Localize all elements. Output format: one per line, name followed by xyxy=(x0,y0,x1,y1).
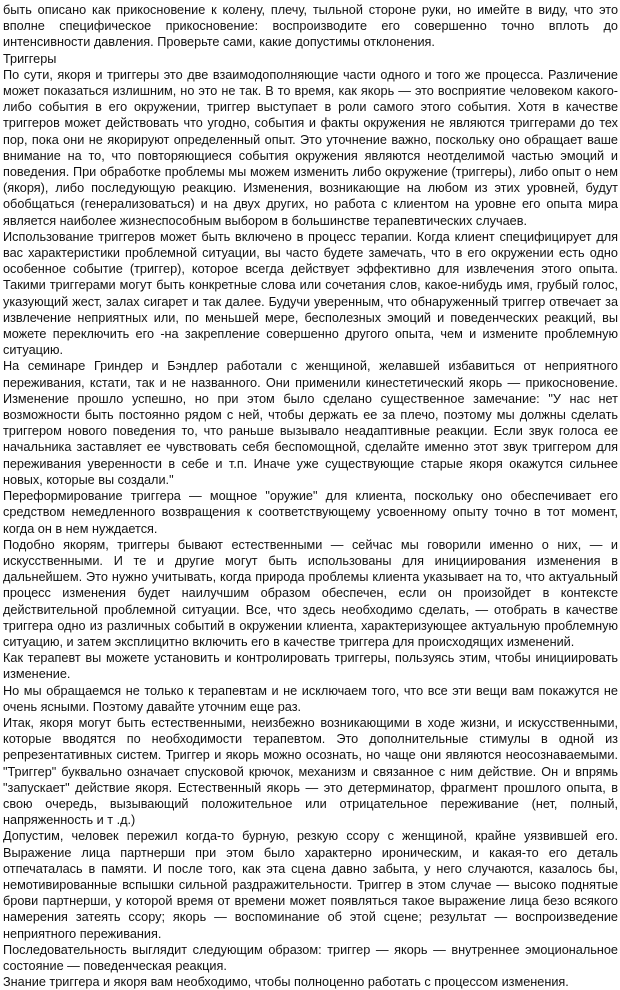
paragraph-conclusion: Знание триггера и якоря вам необходимо, чтобы полноценно работать с процессом изменения. xyxy=(3,975,569,990)
paragraph-anchors-and-triggers: По сути, якоря и триггеры это две взаимодополняющие части одного и того же процесса. Различение может показаться излишним, но это не так. В то время, как якорь — это восприятие человеком какого-либо события в его окружении, триггер выступает в роли самого этого события. Хотя в качестве триггеров может действовать что угодно, события и факты окружения не являются триггерами до тех пор, пока они не якорируют определенный опыт. Это уточнение важно, поскольку оно обращает ваше внимание на то, что повторяющиеся события окружения являются неотделимой частью эмоций и поведения. При обработке проблемы мы можем изменить либо окружение (триггеры), либо опыт о нем (якоря), либо последующую реакцию. Изменения, возникающие на любом из этих уровней, будут обобщаться (генерализоваться) и на двух других, но работа с клиентом на уровне его опыта мира является наиболее жизнеспособным выбором в большинстве терапевтических случаев. xyxy=(3,67,618,228)
paragraph-trigger-reframing: Переформирование триггера — мощное "оружие" для клиента, поскольку оно обеспечивает его средством немедленного возвращения к соответствующему усвоенному опыту точно в тот момент, когда он в нем нуждается. xyxy=(3,489,618,536)
paragraph-quarrel-example: Допустим, человек пережил когда-то бурную, резкую ссору с женщиной, крайне уязвившей его. Выражение лица партнерши при этом было характерно ироническим, и какая-то его деталь отпечаталась в памяти. И после того, как эта сцена давно забыта, у него случаются, казалось бы, немотивированные вспышки сильной раздражительности. Триггер в этом случае — высоко поднятые брови партнерши, у которой время от времени может появляться такое выражение лица безо всякого намерения затеять ссору; якорь — воспоминание об этой сцене; результат — воспроизведение неприятного переживания. xyxy=(3,829,618,941)
section-heading-triggers: Триггеры xyxy=(3,51,57,66)
paragraph-sequence: Последовательность выглядит следующим образом: триггер — якорь — внутреннее эмоциональное состояние — поведенческая реакция. xyxy=(3,942,618,973)
paragraph-triggers-in-therapy: Использование триггеров может быть включено в процесс терапии. Когда клиент специфицирует для вас характеристики проблемной ситуации, вы часто будете замечать, что в его окружении есть одно особенное событие (триггер), которое всегда действует эффективно для извлечения этого опыта. Такими триггерами могут быть конкретные слова или сочетания слов, какое-нибудь имя, грубый голос, указующий жест, залах сигарет и так далее. Будучи уверенным, что обнаруженный триггер отвечает за извлечение неприятных или, по меньшей мере, бесполезных эмоций и поведенческих реакций, вы можете переключить его -на закрепление совершенно другого опыта, чем и измените проблемную ситуацию. xyxy=(3,229,618,358)
paragraph-anchor-definition: Итак, якоря могут быть естественными, неизбежно возникающими в ходе жизни, и искусственными, которые вводятся по необходимости терапевтом. Это дополнительные стимулы в одной из репрезентативных систем. Триггер и якорь можно осознать, но чаще они являются неосознаваемыми. "Триггер" буквально означает спусковой крючок, механизм и связанное с ним действие. Он и впрямь "запускает" действие якоря. Естественный якорь — это детерминатор, фрагмент прошлого опыта, в свою очередь, вызывающий положительное или отрицательное переживание (нет, полный, напряженность и т .д.) xyxy=(3,715,618,828)
paragraph-grinder-bandler-seminar: На семинаре Гриндер и Бэндлер работали с женщиной, желавшей избавиться от неприятного переживания, кстати, так и не названного. Они применили кинестетический якорь — прикосновение. Изменение прошло успешно, но при этом было сделано существенное замечание: "У нас нет возможности быть постоянно рядом с ней, чтобы держать ее за плечо, поэтому мы должны сделать триггером нового поведения то, что раньше вызывало неадаптивные реакции. Если звук голоса ее начальника заставляет ее чувствовать себя беспомощной, сделайте именно этот звук триггером для переживания уверенности в себе и т.п. Иначе уже существующие старые якоря окажутся сильнее новых, которые вы создали." xyxy=(3,359,618,487)
paragraph-anchor-touch-intro: быть описано как прикосновение к колену, плечу, тыльной стороне руки, но имейте в виду, что это вполне специфическое прикосновение: воспроизводите его совершенно точно вплоть до интенсивности давления. Проверьте сами, какие допустимы отклонения. xyxy=(3,3,618,50)
paragraph-clarification: Но мы обращаемся не только к терапевтам и не исключаем того, что все эти вещи вам покажутся не очень ясными. Поэтому давайте уточним еще раз. xyxy=(3,683,618,714)
paragraph-natural-artificial-triggers: Подобно якорям, триггеры бывают естественными — сейчас мы говорили именно о них, — и искусственными. И те и другие могут быть использованы для инициирования изменения в дальнейшем. Это нужно учитывать, когда природа проблемы клиента указывает на то, что актуальный процесс изменения будет наилучшим образом обеспечен, если он произойдет в контексте действительной проблемной ситуации. Все, что здесь необходимо сделать, — отобрать в качестве триггера одно из различных событий в окружении клиента, характеризующее актуальную проблемную ситуацию, и затем эксплицитно включить его в качестве триггера для происходящих изменений. xyxy=(3,537,618,649)
paragraph-therapist-control: Как терапевт вы можете установить и контролировать триггеры, пользуясь этим, чтобы инициировать изменение. xyxy=(3,651,618,682)
